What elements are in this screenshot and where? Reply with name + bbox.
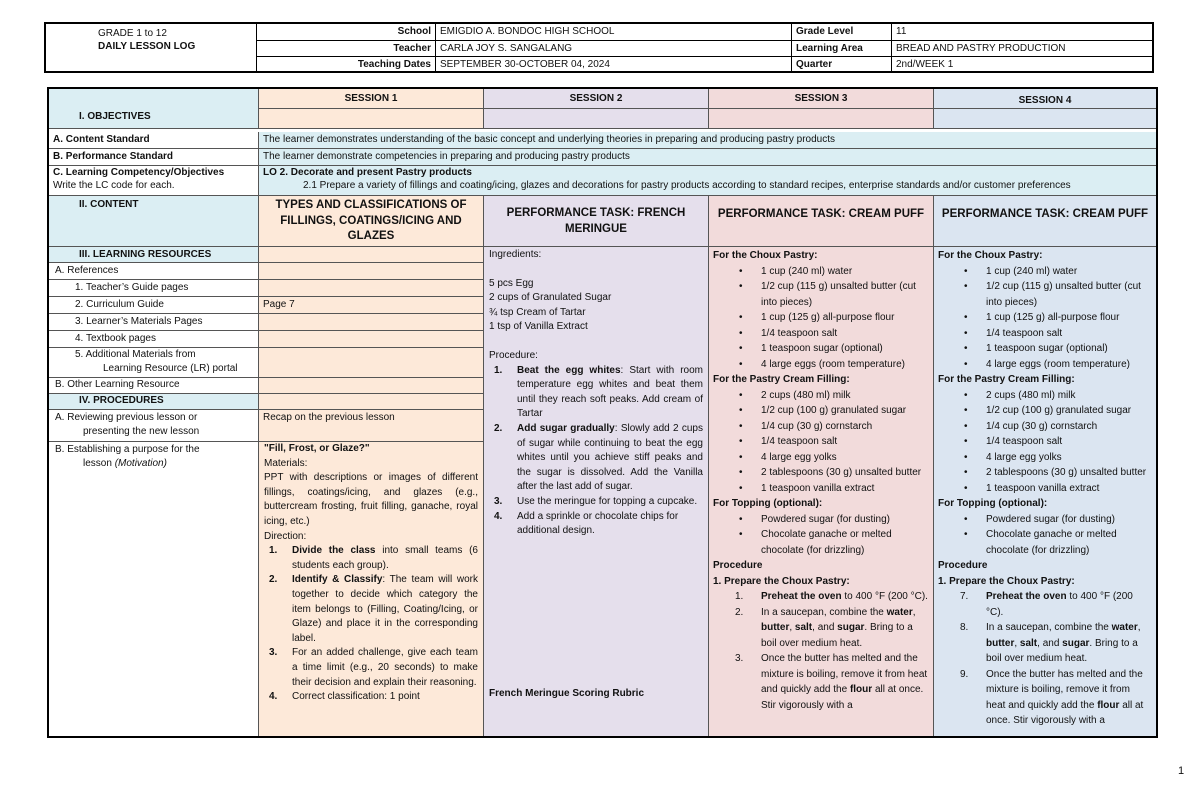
choux-step (938, 667, 1152, 729)
activity-step (264, 544, 478, 573)
step-bold: butter (986, 637, 1015, 649)
cream-ingredients (938, 388, 1152, 497)
objectives-cell (49, 89, 259, 128)
learning-outcome-detail: 2.1 Prepare a variety of fillings and coating/icing, glazes and decorations for pastry products according to standard recipes, enterprise standards and/or customer preferences (303, 180, 1071, 191)
activity-steps (264, 544, 478, 705)
content-session-2 (484, 196, 709, 246)
choux-step (713, 651, 929, 713)
content-session-1-title: TYPES AND CLASSIFICATIONS OF FILLINGS, COATINGS/ICING AND GLAZES (275, 199, 467, 243)
lesson-table (47, 87, 1158, 738)
session-4-header (934, 89, 1156, 128)
content-session-4 (934, 196, 1156, 246)
content-session-3-title: PERFORMANCE TASK: CREAM PUFF (717, 208, 925, 220)
step-text: all at once. Stir vigorously with a (761, 684, 924, 711)
ingredient-item: • 4 large eggs (room temperature) (713, 357, 929, 373)
step-text: to 400 °F (200 °C). (986, 591, 1133, 618)
step-number: 9. (960, 668, 969, 680)
session-2-header (484, 89, 709, 128)
s1-empty-7 (259, 378, 483, 394)
procedure-label: Procedure: (489, 349, 538, 361)
step-text: For an added challenge, give each team a time limit (e.g., 20 seconds) to make their decision and explain their reasoning. (292, 647, 478, 688)
s1-empty-5 (259, 331, 483, 348)
topping-label: For Topping (optional): (938, 498, 1048, 509)
topping-ingredients (938, 512, 1152, 559)
session-1-activity (259, 442, 483, 738)
step-text: In a saucepan, combine the (761, 606, 887, 618)
meringue-steps (489, 364, 703, 539)
prep-label: 1. Prepare the Choux Pastry: (713, 575, 850, 587)
lr-portal-label: Learning Resource (LR) portal (103, 363, 238, 374)
competency-sub: Write the LC code for each. (53, 180, 175, 191)
procedure-b-cell (49, 442, 259, 738)
header-table (44, 22, 1154, 73)
content-session-4-title: PERFORMANCE TASK: CREAM PUFF (941, 208, 1149, 220)
ingredient-item: • 1 cup (125 g) all-purpose flour (713, 310, 929, 326)
ingredient-item: • 1/2 cup (100 g) granulated sugar (713, 403, 929, 419)
step-number: 8. (960, 622, 969, 633)
ingredient-item: 2 cups of Granulated Sugar (489, 292, 612, 304)
choux-label: For the Choux Pastry: (938, 250, 1043, 261)
ingredient-item: 5 pcs Egg (489, 277, 534, 289)
cream-label: For the Pastry Cream Filling: (713, 374, 850, 385)
ingredient-item: • 1/4 cup (30 g) cornstarch (938, 419, 1152, 435)
step-text: Correct classification: 1 point (292, 691, 420, 703)
teacher-value: CARLA JOY S. SANGALANG (436, 41, 792, 57)
ingredient-item: • 4 large egg yolks (938, 450, 1152, 466)
ingredient-item: • 1 teaspoon sugar (optional) (713, 341, 929, 357)
materials-label: Materials: (264, 457, 308, 469)
meringue-step (489, 364, 703, 422)
step-number: 1. (735, 591, 744, 602)
meringue-step (489, 510, 703, 539)
step-bold: salt (1019, 637, 1038, 649)
session-3-column (709, 247, 934, 738)
meringue-step (489, 495, 703, 510)
procedure-label: Procedure (713, 560, 763, 571)
s1-empty-8 (259, 394, 483, 410)
step-bold: water (1111, 622, 1138, 633)
step-text: Add a sprinkle or chocolate chips for additional design. (517, 510, 679, 537)
ingredient-item: • 1 teaspoon sugar (optional) (938, 341, 1152, 357)
ingredient-item: • 1 cup (240 ml) water (713, 264, 929, 280)
additional-materials-label: 5. Additional Materials from (75, 349, 196, 360)
log-title: DAILY LESSON LOG (98, 41, 196, 52)
header-title-cell (46, 24, 257, 71)
content-standard-value: The learner demonstrates understanding of the basic concept and underlying theories in preparing and producing pastry products (259, 132, 1156, 148)
step-text: and (1042, 637, 1060, 649)
ingredient-item: • 1/2 cup (100 g) granulated sugar (938, 403, 1152, 419)
curriculum-guide-page: Page 7 (259, 297, 483, 314)
materials-text: PPT with descriptions or images of different fillings, coatings/icing, and glazes (e.g., buttercream frosting, fruit filling, ganache, royal icing, etc.) (264, 472, 478, 527)
learning-resources-heading: III. LEARNING RESOURCES (79, 249, 212, 260)
content-row (49, 196, 1156, 247)
teachers-guide-label: 1. Teacher’s Guide pages (49, 280, 259, 297)
ingredient-item: • 1/2 cup (115 g) unsalted butter (cut into pieces) (713, 279, 929, 310)
competency-label-cell (49, 166, 259, 195)
step-bold: Beat the egg whites (517, 364, 621, 376)
session-2-column (484, 247, 709, 738)
ingredient-item: • 2 tablespoons (30 g) unsalted butter (938, 465, 1152, 481)
s1-empty-3 (259, 280, 483, 297)
competency-value-cell (259, 166, 1156, 195)
ingredient-item: • 1/4 teaspoon salt (938, 434, 1152, 450)
procedures-heading: IV. PROCEDURES (79, 395, 164, 406)
step-bold: flour (849, 684, 873, 695)
ingredient-item: • 4 large egg yolks (713, 450, 929, 466)
step-number: 2. (494, 422, 503, 434)
session-3-header (709, 89, 934, 128)
ingredient-item: 1 tsp of Vanilla Extract (489, 321, 588, 333)
content-session-2-title: PERFORMANCE TASK: FRENCH MERINGUE (506, 207, 686, 235)
choux-step (938, 589, 1152, 620)
session-1-label: SESSION 1 (259, 89, 483, 109)
step-number: 2. (269, 574, 278, 586)
competency-row (49, 166, 1156, 196)
session-4-label: SESSION 4 (934, 89, 1156, 109)
step-text: into small teams (6 students each group). (292, 545, 478, 571)
step-bold: sugar (1062, 637, 1090, 649)
objectives-heading: I. OBJECTIVES (79, 111, 151, 122)
choux-ingredients (938, 264, 1152, 373)
performance-standard-row (49, 149, 1156, 166)
procedure-b-motivation: (Motivation) (114, 458, 167, 469)
step-text: Once the butter has melted and the mixture is boiling, remove it from heat and quickly add the (986, 668, 1143, 711)
s1-empty-6 (259, 348, 483, 378)
activity-step (264, 690, 478, 705)
prep-label: 1. Prepare the Choux Pastry: (938, 575, 1075, 587)
session-4-column (934, 247, 1156, 738)
teaching-dates-label: Teaching Dates (257, 57, 436, 72)
step-text: : Slowly add 2 cups of sugar while continuing to beat the egg whites until you achieve stiff peaks and the sugar is dissolved. Add the Vanilla after the last add of sugar. (517, 422, 703, 493)
step-bold: flour (1097, 699, 1120, 711)
cream-label: For the Pastry Cream Filling: (938, 374, 1075, 385)
performance-standard-label-cell (49, 149, 259, 165)
teaching-dates-value: SEPTEMBER 30-OCTOBER 04, 2024 (436, 57, 792, 72)
content-standard-label: A. Content Standard (53, 134, 150, 145)
procedure-a-cell (49, 410, 259, 442)
step-number: 1. (269, 545, 278, 557)
ingredient-item: • 1 teaspoon vanilla extract (713, 481, 929, 497)
session-3-label: SESSION 3 (709, 89, 933, 109)
procedure-b-label-2: lesson (83, 458, 112, 469)
ingredient-item: • 1/4 teaspoon salt (713, 326, 929, 342)
learning-outcome: LO 2. Decorate and present Pastry products (263, 167, 472, 178)
step-bold: water (886, 606, 913, 618)
step-bold: Preheat the oven (761, 591, 842, 602)
step-number: 4. (494, 510, 503, 522)
step-text: all at once. Stir vigorously with a (986, 699, 1144, 726)
procedure-a-label: A. Reviewing previous lesson or (55, 412, 198, 423)
content-label-cell (49, 196, 259, 246)
content-label: II. CONTENT (79, 199, 139, 210)
ingredient-item: • 1/4 teaspoon salt (938, 326, 1152, 342)
ingredient-item: • Powdered sugar (for dusting) (938, 512, 1152, 528)
performance-standard-label: B. Performance Standard (53, 151, 174, 162)
step-bold: Add sugar gradually (517, 422, 615, 434)
left-labels-column (49, 247, 259, 738)
s1-empty-4 (259, 314, 483, 331)
choux-step (713, 589, 929, 605)
ingredient-item: • 1 cup (240 ml) water (938, 264, 1152, 280)
ingredient-item: • 1/4 teaspoon salt (713, 434, 929, 450)
step-text: Once the butter has melted and the mixture is boiling, remove it from heat and quickly add the (761, 653, 928, 695)
school-label: School (257, 24, 436, 41)
sessions-row (49, 89, 1156, 129)
procedures-heading-cell (49, 394, 259, 410)
step-number: 4. (269, 691, 278, 703)
activity-title: "Fill, Frost, or Glaze?" (264, 443, 370, 454)
session-1-header (259, 89, 484, 128)
topping-ingredients (713, 512, 929, 559)
s1-empty-1 (259, 247, 483, 263)
step-bold: butter (761, 622, 790, 633)
ingredient-item: • 1/4 cup (30 g) cornstarch (713, 419, 929, 435)
quarter-label: Quarter (792, 57, 892, 72)
scoring-rubric-title: French Meringue Scoring Rubric (489, 688, 645, 699)
activity-step (264, 573, 478, 646)
textbook-pages-label: 4. Textbook pages (49, 331, 259, 348)
choux-steps (938, 589, 1152, 729)
s1-empty-2 (259, 263, 483, 280)
step-bold: Identify & Classify (292, 574, 383, 586)
ingredient-item: • 1/2 cup (115 g) unsalted butter (cut into pieces) (938, 279, 1152, 310)
procedure-a-label-2: presenting the new lesson (83, 426, 200, 437)
step-bold: Preheat the oven (986, 591, 1067, 602)
step-text: . Bring to a boil over medium heat. (986, 637, 1138, 664)
ingredient-item: • Powdered sugar (for dusting) (713, 512, 929, 528)
school-value: EMIGDIO A. BONDOC HIGH SCHOOL (436, 24, 792, 41)
direction-label: Direction: (264, 530, 307, 542)
content-standard-label-cell (49, 132, 259, 148)
competency-label: C. Learning Competency/Objectives (53, 167, 225, 178)
step-number: 2. (735, 606, 744, 618)
session-1-column (259, 247, 484, 738)
quarter-value: 2nd/WEEK 1 (896, 59, 954, 70)
page-number: 1 (1178, 765, 1185, 777)
choux-ingredients (713, 264, 929, 373)
grade-range: GRADE 1 to 12 (98, 28, 167, 39)
other-resources-label: B. Other Learning Resource (49, 378, 259, 394)
cream-ingredients (713, 388, 929, 497)
ingredient-item: • 1 cup (125 g) all-purpose flour (938, 310, 1152, 326)
step-text: and (817, 622, 835, 633)
procedure-label: Procedure (938, 560, 988, 571)
ingredient-item: • Chocolate ganache or melted chocolate (for drizzling) (713, 527, 929, 558)
step-bold: Divide the class (292, 545, 376, 557)
curriculum-guide-label: 2. Curriculum Guide (49, 297, 259, 314)
choux-label: For the Choux Pastry: (713, 250, 818, 261)
ingredient-item: • Chocolate ganache or melted chocolate (for drizzling) (938, 527, 1152, 558)
ingredient-item: • 1 teaspoon vanilla extract (938, 481, 1152, 497)
step-bold: sugar (837, 622, 865, 633)
choux-step: 2. In a saucepan, combine the water, butter, salt, and sugar. Bring to a boil over medium heat. (735, 606, 916, 649)
learning-area-label: Learning Area (792, 41, 892, 57)
content-session-3 (709, 196, 934, 246)
step-text: . Bring to a boil over medium heat. (761, 622, 913, 649)
teacher-label: Teacher (257, 41, 436, 57)
ingredient-item: ¾ tsp Cream of Tartar (489, 306, 586, 318)
procedure-b-label: B. Establishing a purpose for the (55, 444, 200, 455)
ingredient-item: • 2 cups (480 ml) milk (713, 388, 929, 404)
step-text: : Start with room temperature egg whites and beat them until they reach soft peaks. Add cream of Tartar (517, 364, 703, 420)
recap-text: Recap on the previous lesson (259, 410, 483, 442)
performance-standard-value: The learner demonstrate competencies in preparing and producing pastry products (259, 149, 1156, 165)
topping-label: For Topping (optional): (713, 498, 823, 509)
choux-step: 8. In a saucepan, combine the water, butter, salt, and sugar. Bring to a boil over medium heat. (960, 622, 1141, 664)
step-text: : The team will work together to decide which category the item belongs to (Filling, Coating/Icing, or Glaze) and place it in the corresponding label. (292, 574, 478, 644)
content-standard-row (49, 132, 1156, 149)
ingredients-label: Ingredients: (489, 249, 542, 260)
references-label: A. References (49, 263, 259, 280)
grade-level-label: Grade Level (792, 24, 892, 41)
grade-level-value: 11 (892, 24, 1152, 41)
choux-steps (713, 589, 929, 713)
step-text: to 400 °F (200 °C). (841, 591, 928, 602)
learning-resources-heading-cell (49, 247, 259, 263)
step-text: Use the meringue for topping a cupcake. (517, 495, 698, 507)
header-grid (257, 24, 1152, 71)
content-session-1 (259, 196, 484, 246)
ingredient-item: • 2 tablespoons (30 g) unsalted butter (713, 465, 929, 481)
learners-materials-label: 3. Learner’s Materials Pages (49, 314, 259, 331)
additional-materials-cell (49, 348, 259, 378)
ingredient-item: • 2 cups (480 ml) milk (938, 388, 1152, 404)
step-number: 3. (494, 495, 503, 507)
step-number: 1. (494, 364, 503, 376)
step-number: 3. (735, 653, 744, 664)
step-number: 3. (269, 647, 278, 659)
step-number: 7. (960, 591, 969, 602)
activity-step (264, 646, 478, 690)
meringue-step (489, 422, 703, 495)
ingredient-item: • 4 large eggs (room temperature) (938, 357, 1152, 373)
learning-area-value: BREAD AND PASTRY PRODUCTION (892, 41, 1152, 57)
session-2-label: SESSION 2 (484, 89, 708, 109)
step-text: In a saucepan, combine the (986, 622, 1112, 633)
step-bold: salt (794, 622, 813, 633)
